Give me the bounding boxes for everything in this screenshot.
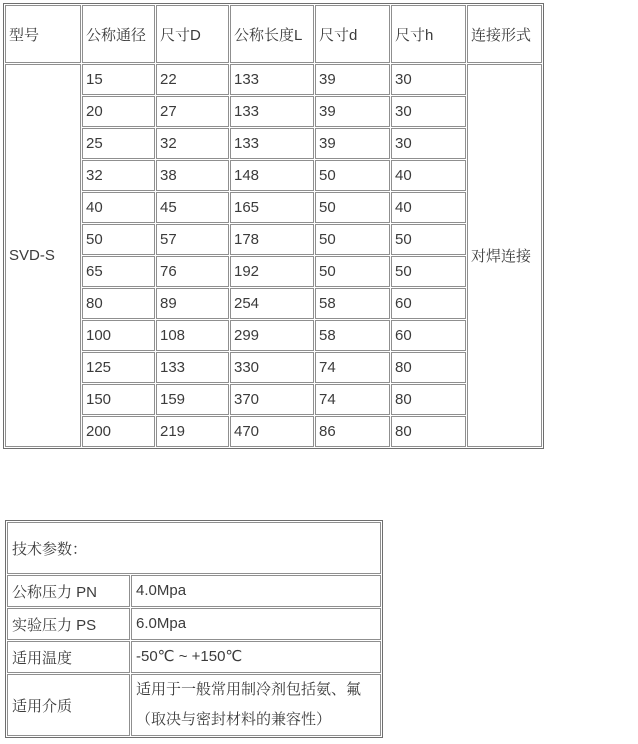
dimension-cell: 165	[230, 192, 314, 223]
dimension-table	[3, 3, 544, 449]
dimension-cell: 133	[156, 352, 229, 383]
header-nominal-diameter: 公称通径	[82, 5, 155, 63]
dimension-row	[5, 416, 542, 447]
dimension-cell: 200	[82, 416, 155, 447]
tech-label-cell: 适用温度	[7, 641, 130, 673]
dimension-cell: 50	[315, 256, 390, 287]
dimension-cell: 150	[82, 384, 155, 415]
dimension-row	[5, 288, 542, 319]
tech-params-title: 技术参数：	[7, 522, 381, 574]
dimension-cell: 50	[315, 224, 390, 255]
dimension-cell: 15	[82, 64, 155, 95]
dimension-row	[5, 256, 542, 287]
dimension-cell: 89	[156, 288, 229, 319]
tech-row	[7, 674, 381, 736]
tech-table-body	[7, 522, 381, 736]
dimension-cell: 470	[230, 416, 314, 447]
dimension-cell: 148	[230, 160, 314, 191]
dimension-cell: 80	[82, 288, 155, 319]
dimension-cell: 60	[391, 288, 466, 319]
dimension-cell: 40	[391, 192, 466, 223]
dimension-cell: 25	[82, 128, 155, 159]
header-connection-type: 连接形式	[467, 5, 542, 63]
dimension-cell: 254	[230, 288, 314, 319]
dimension-cell: 60	[391, 320, 466, 351]
tech-row	[7, 641, 381, 673]
dimension-row	[5, 320, 542, 351]
dimension-cell: 38	[156, 160, 229, 191]
tech-params-table	[5, 520, 383, 738]
dimension-cell: 159	[156, 384, 229, 415]
dimension-cell: 50	[391, 224, 466, 255]
dimension-cell: 133	[230, 96, 314, 127]
tech-title-row	[7, 522, 381, 574]
dimension-cell: 125	[82, 352, 155, 383]
header-nominal-length-L: 公称长度L	[230, 5, 314, 63]
tech-row	[7, 575, 381, 607]
dimension-cell: 50	[315, 192, 390, 223]
header-size-h: 尺寸h	[391, 5, 466, 63]
dimension-cell: 58	[315, 320, 390, 351]
dimension-cell: 80	[391, 352, 466, 383]
dimension-cell: 39	[315, 128, 390, 159]
dimension-row	[5, 192, 542, 223]
dimension-cell: 50	[391, 256, 466, 287]
dimension-cell: 32	[82, 160, 155, 191]
dimension-row	[5, 64, 542, 95]
dimension-cell: 65	[82, 256, 155, 287]
dimension-cell: 192	[230, 256, 314, 287]
dimension-cell: 133	[230, 128, 314, 159]
dimension-row	[5, 128, 542, 159]
dimension-cell: 80	[391, 416, 466, 447]
dimension-cell: 74	[315, 384, 390, 415]
dimension-row	[5, 160, 542, 191]
dimension-cell: 219	[156, 416, 229, 447]
dimension-cell: 22	[156, 64, 229, 95]
dimension-cell: 57	[156, 224, 229, 255]
dimension-row	[5, 224, 542, 255]
dimension-cell: 45	[156, 192, 229, 223]
dimension-row	[5, 96, 542, 127]
dimension-cell: 50	[82, 224, 155, 255]
dimension-cell: 30	[391, 64, 466, 95]
tech-label-cell: 公称压力 PN	[7, 575, 130, 607]
dimension-cell: 39	[315, 96, 390, 127]
dimension-cell: 86	[315, 416, 390, 447]
dimension-cell: 39	[315, 64, 390, 95]
tech-row	[7, 608, 381, 640]
dimension-cell: 50	[315, 160, 390, 191]
model-cell: SVD-S	[5, 64, 81, 447]
tech-value-cell: 适用于一般常用制冷剂包括氨、氟（取决与密封材料的兼容性）	[131, 674, 381, 736]
header-size-d: 尺寸d	[315, 5, 390, 63]
dimension-cell: 32	[156, 128, 229, 159]
dimension-cell: 40	[391, 160, 466, 191]
dimension-cell: 74	[315, 352, 390, 383]
dimension-cell: 370	[230, 384, 314, 415]
dimension-cell: 133	[230, 64, 314, 95]
dimension-cell: 76	[156, 256, 229, 287]
dimension-cell: 27	[156, 96, 229, 127]
tech-label-cell: 实验压力 PS	[7, 608, 130, 640]
dimension-cell: 30	[391, 128, 466, 159]
dimension-cell: 20	[82, 96, 155, 127]
connection-cell: 对焊连接	[467, 64, 542, 447]
header-size-D: 尺寸D	[156, 5, 229, 63]
tech-value-cell: 4.0Mpa	[131, 575, 381, 607]
dimension-cell: 330	[230, 352, 314, 383]
tech-label-cell: 适用介质	[7, 674, 130, 736]
dimension-cell: 80	[391, 384, 466, 415]
dimension-header-row	[5, 5, 542, 63]
dimension-row	[5, 384, 542, 415]
dimension-cell: 58	[315, 288, 390, 319]
dimension-cell: 299	[230, 320, 314, 351]
header-model: 型号	[5, 5, 81, 63]
dimension-cell: 40	[82, 192, 155, 223]
dimension-cell: 178	[230, 224, 314, 255]
dimension-cell: 30	[391, 96, 466, 127]
tech-value-cell: 6.0Mpa	[131, 608, 381, 640]
dimension-cell: 108	[156, 320, 229, 351]
tech-value-cell: -50℃ ~ +150℃	[131, 641, 381, 673]
dimension-table-body	[5, 64, 542, 447]
dimension-row	[5, 352, 542, 383]
dimension-cell: 100	[82, 320, 155, 351]
